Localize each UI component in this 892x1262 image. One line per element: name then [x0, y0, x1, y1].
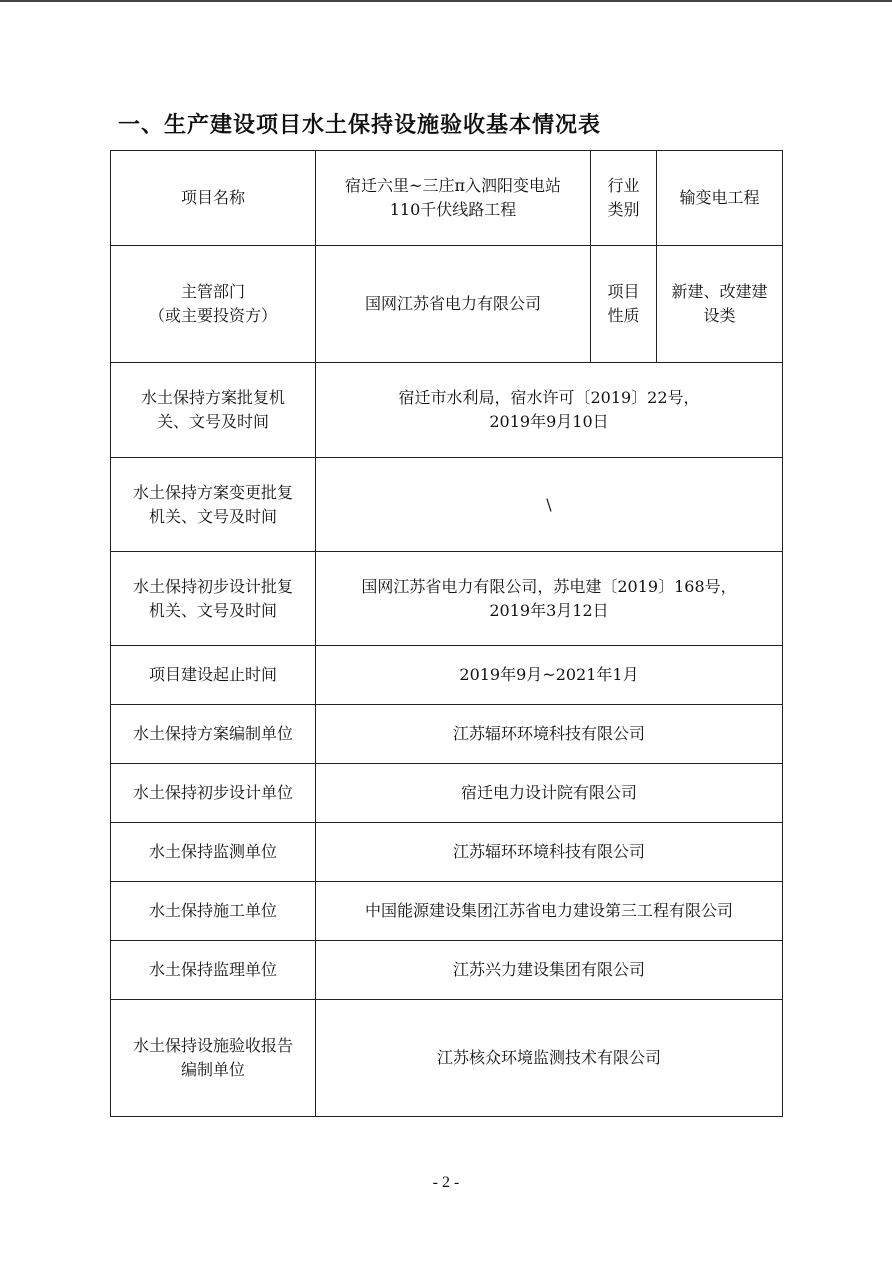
project-nature-value — [657, 246, 783, 363]
value-line: 宿迁六里~三庄π入泗阳变电站 — [345, 176, 561, 195]
page-number: - 2 - — [432, 1174, 460, 1191]
project-name-label: 项目名称 — [111, 151, 316, 246]
label-line: 关、文号及时间 — [156, 412, 269, 431]
preliminary-design-approval-label — [111, 552, 316, 646]
industry-category-value: 输变电工程 — [657, 151, 783, 246]
construction-unit-label: 水土保持施工单位 — [111, 882, 316, 941]
construction-unit-value: 中国能源建设集团江苏省电力建设第三工程有限公司 — [316, 882, 783, 941]
competent-department-label — [111, 246, 316, 363]
label-line: 类别 — [607, 200, 640, 219]
value-line: 新建、改建建 — [671, 282, 768, 301]
acceptance-report-unit-value: 江苏核众环境监测技术有限公司 — [316, 1000, 783, 1117]
label-line: 性质 — [607, 306, 640, 325]
competent-department-value: 国网江苏省电力有限公司 — [316, 246, 591, 363]
table-row — [111, 764, 783, 823]
construction-period-value: 2019年9月~2021年1月 — [316, 646, 783, 705]
table-row — [111, 646, 783, 705]
value-line: 2019年9月10日 — [489, 412, 609, 431]
label-line: （或主要投资方） — [148, 306, 277, 325]
label-line: 机关、文号及时间 — [148, 506, 277, 526]
acceptance-report-unit-label — [111, 1000, 316, 1117]
plan-approval-value — [316, 363, 783, 458]
table-row — [111, 882, 783, 941]
label-line: 项目 — [607, 282, 640, 301]
label-line: 机关、文号及时间 — [148, 600, 277, 620]
value-line: 110千伏线路工程 — [389, 200, 517, 219]
page-title: 一、生产建设项目水土保持设施验收基本情况表 — [118, 113, 602, 138]
label-line: 水土保持方案变更批复 — [132, 482, 293, 502]
table-row — [111, 363, 783, 458]
label-line: 水土保持方案批复机 — [140, 388, 285, 407]
table-row — [111, 458, 783, 552]
table-row — [111, 552, 783, 646]
table-row — [111, 823, 783, 882]
plan-change-approval-value: \ — [316, 458, 783, 552]
plan-change-approval-label — [111, 458, 316, 552]
table-row — [111, 1000, 783, 1117]
top-border-line — [0, 0, 892, 2]
value-line: 设类 — [703, 306, 736, 325]
plan-approval-label — [111, 363, 316, 458]
preliminary-design-approval-value — [316, 552, 783, 646]
label-line: 行业 — [607, 176, 640, 195]
supervision-unit-label: 水土保持监理单位 — [111, 941, 316, 1000]
monitoring-unit-value: 江苏辐环环境科技有限公司 — [316, 823, 783, 882]
monitoring-unit-label: 水土保持监测单位 — [111, 823, 316, 882]
preliminary-design-unit-label: 水土保持初步设计单位 — [111, 764, 316, 823]
project-name-value — [316, 151, 591, 246]
industry-category-label — [591, 151, 657, 246]
label-line: 水土保持初步设计批复 — [132, 576, 293, 596]
table-row — [111, 246, 783, 363]
plan-compiler-value: 江苏辐环环境科技有限公司 — [316, 705, 783, 764]
value-line: 国网江苏省电力有限公司，苏电建〔2019〕168号， — [361, 576, 737, 596]
value-line: 宿迁市水利局，宿水许可〔2019〕22号， — [398, 388, 700, 407]
supervision-unit-value: 江苏兴力建设集团有限公司 — [316, 941, 783, 1000]
table-row — [111, 705, 783, 764]
preliminary-design-unit-value: 宿迁电力设计院有限公司 — [316, 764, 783, 823]
value-line: 2019年3月12日 — [489, 600, 609, 620]
table-row — [111, 941, 783, 1000]
construction-period-label: 项目建设起止时间 — [111, 646, 316, 705]
label-line: 水土保持设施验收报告 — [132, 1036, 293, 1055]
project-info-table — [110, 150, 783, 1117]
project-nature-label — [591, 246, 657, 363]
table-row — [111, 151, 783, 246]
label-line: 主管部门 — [180, 282, 245, 301]
plan-compiler-label: 水土保持方案编制单位 — [111, 705, 316, 764]
label-line: 编制单位 — [180, 1060, 245, 1079]
